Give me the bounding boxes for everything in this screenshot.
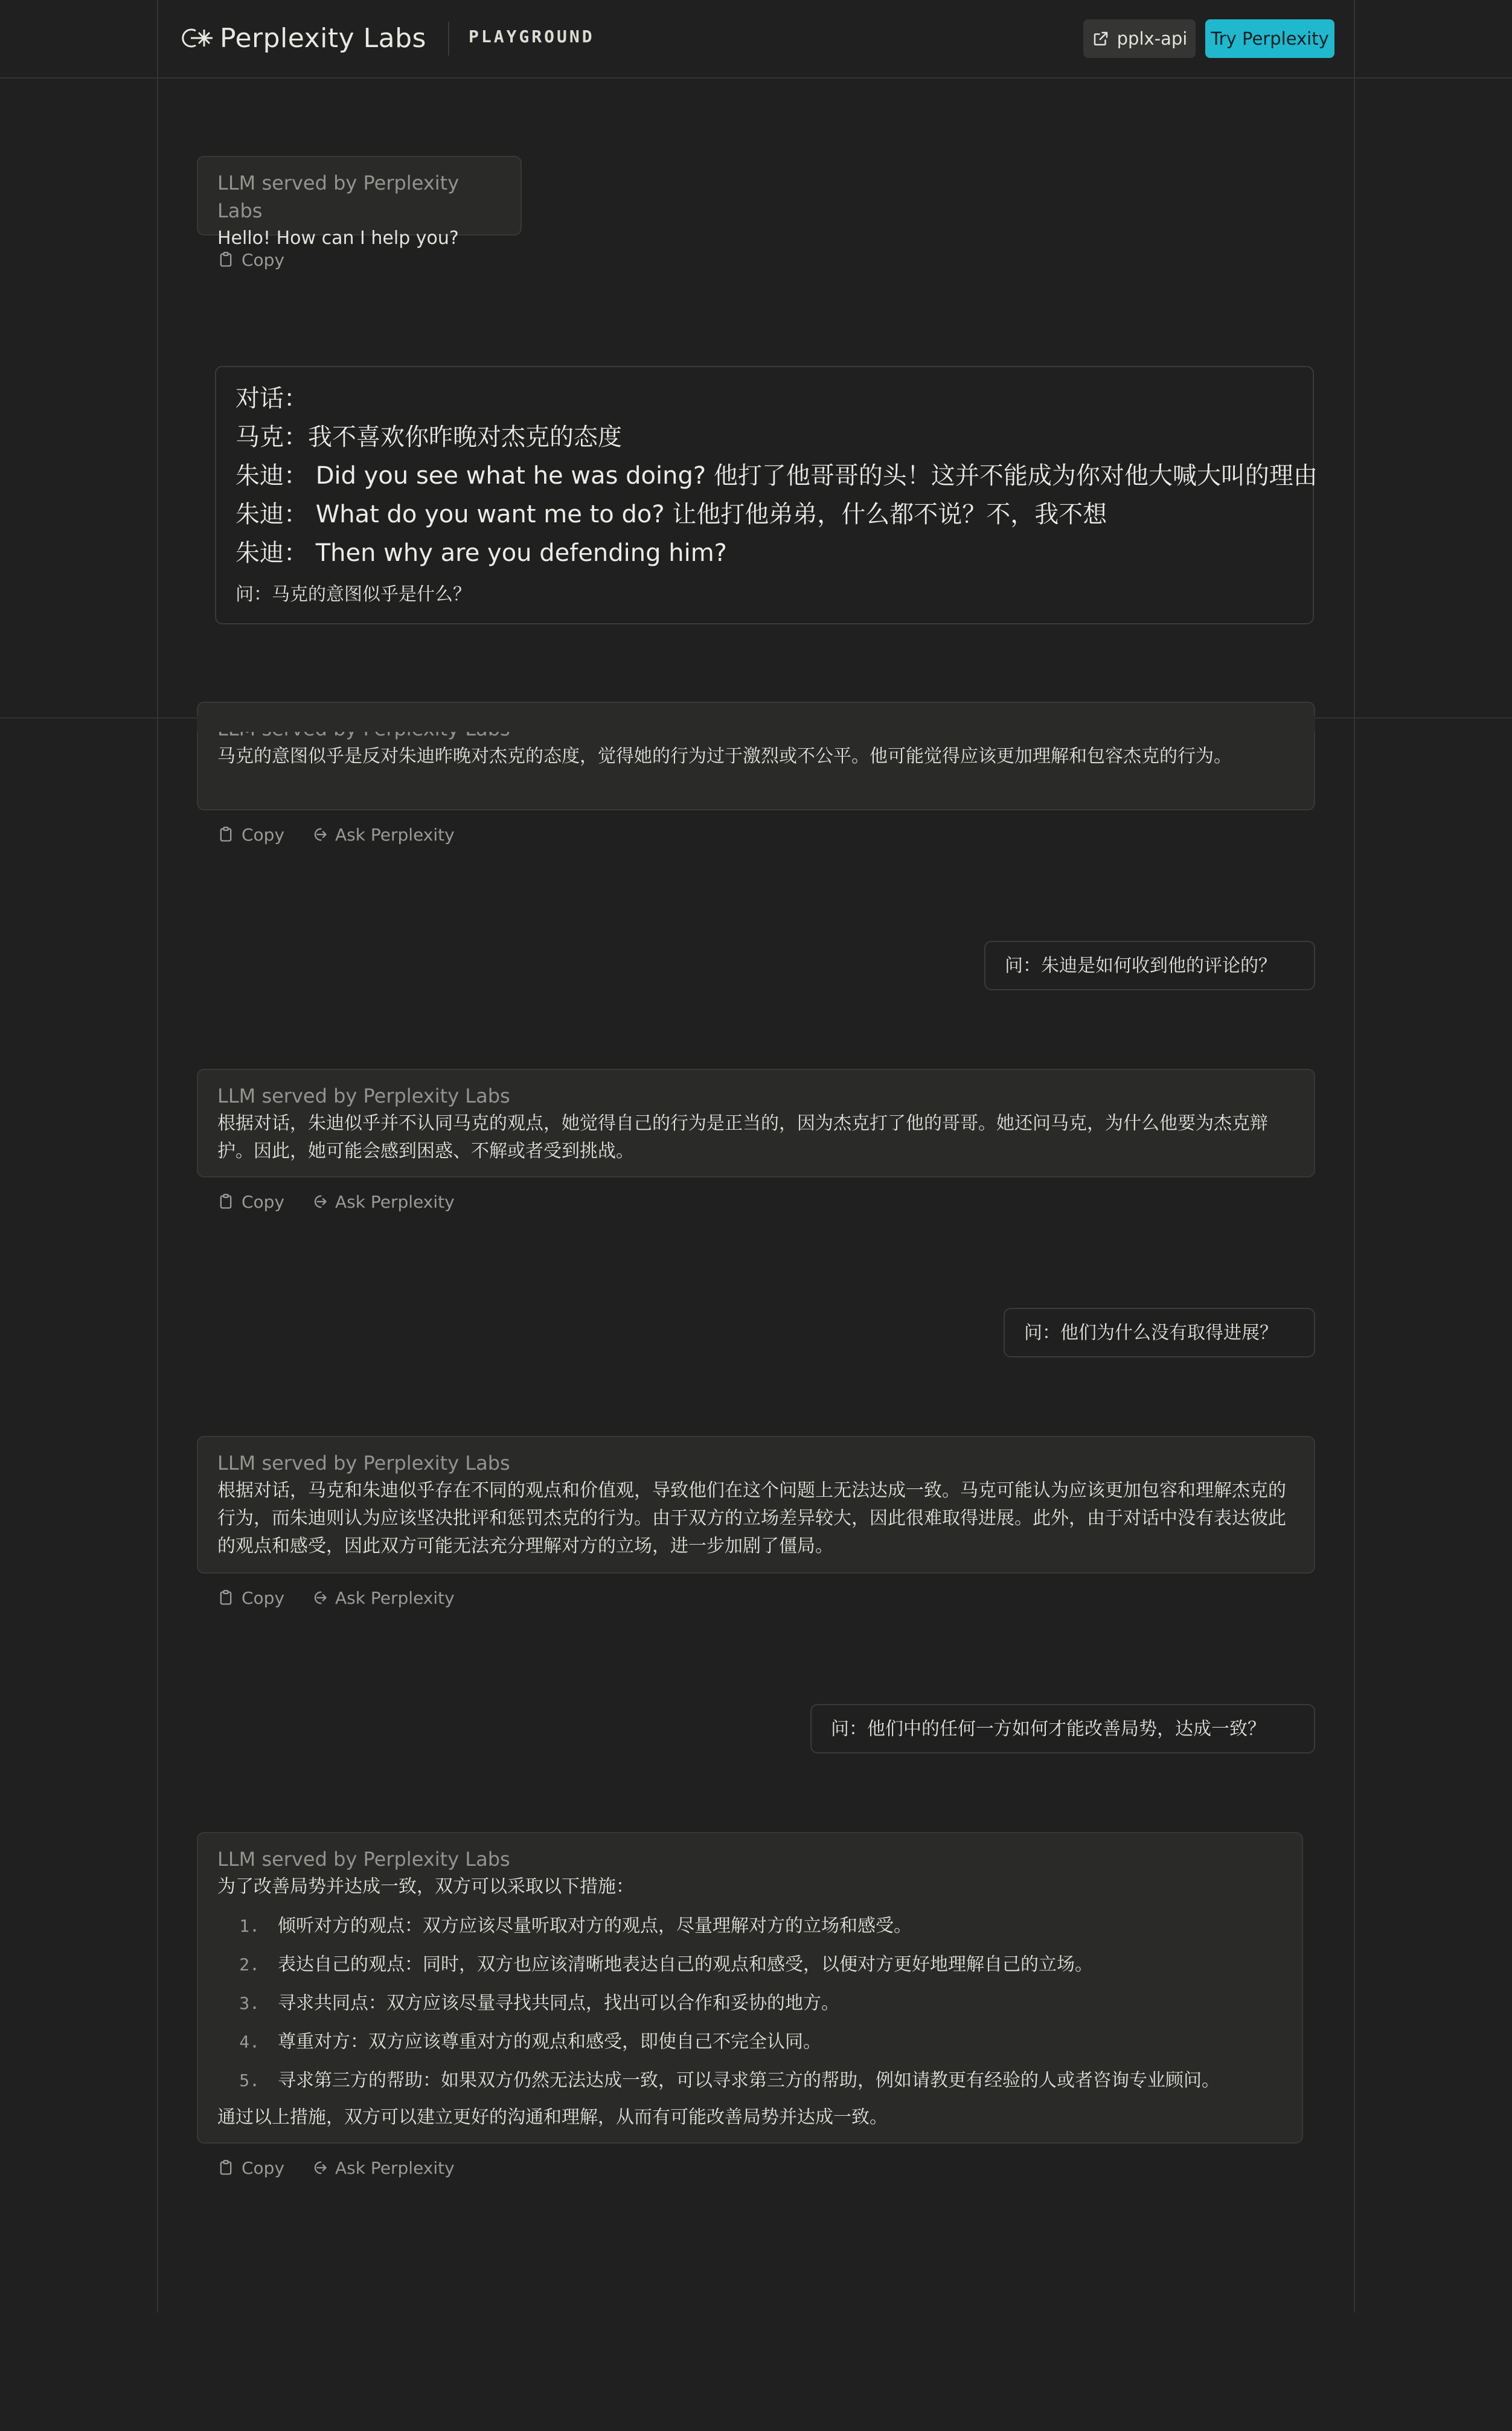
user-message-question-2: 问：朱迪是如何收到他的评论的？	[984, 941, 1315, 990]
copy-button[interactable]	[217, 825, 284, 845]
ask-perplexity-button[interactable]	[311, 1192, 455, 1212]
ask-perplexity-label: Ask Perplexity	[335, 1191, 455, 1212]
scroll-overlap-cover	[197, 702, 1315, 732]
list-item	[217, 1946, 1283, 1984]
message-actions-greeting	[217, 248, 311, 272]
bot-message-answer-2	[197, 1069, 1315, 1177]
clipboard-icon	[217, 251, 234, 268]
copy-label: Copy	[242, 1587, 285, 1608]
section-title: PLAYGROUND	[469, 27, 595, 46]
copy-label: Copy	[242, 824, 285, 845]
dialogue-line: 对话：	[235, 385, 308, 412]
bot-message-greeting	[197, 156, 522, 249]
copy-button[interactable]	[217, 1588, 284, 1608]
share-arrow-icon	[311, 1589, 328, 1606]
message-actions-answer-2	[217, 1190, 481, 1214]
list-text: 尊重对方：双方应该尊重对方的观点和感受，即使自己不完全认同。	[278, 2031, 821, 2052]
list-text: 倾听对方的观点：双方应该尽量听取对方的观点，尽量理解对方的立场和感受。	[278, 1915, 912, 1936]
list-number: 3.	[239, 1993, 260, 2013]
share-arrow-icon	[311, 2159, 328, 2176]
dialogue-line: 朱迪： Then why are you defending him?	[235, 539, 727, 567]
pplx-api-label: pplx-api	[1116, 28, 1188, 49]
user-message-question-4: 问：他们中的任何一方如何才能改善局势，达成一致？	[810, 1704, 1315, 1754]
bot-label: LLM served by Perplexity Labs	[217, 1452, 510, 1475]
message-actions-answer-1	[217, 822, 481, 847]
bot-message-answer-3	[197, 1436, 1315, 1574]
list-number: 5.	[239, 2071, 260, 2090]
copy-label: Copy	[242, 249, 285, 270]
clipboard-icon	[217, 2159, 234, 2176]
copy-button[interactable]	[217, 1192, 284, 1212]
bot-text: 马克的意图似乎是反对朱迪昨晚对杰克的态度，觉得她的行为过于激烈或不公平。他可能觉得应该更加理解和包容杰克的行为。	[217, 746, 1232, 767]
bot-text: Hello! How can I help you?	[217, 228, 459, 249]
answer-outro: 通过以上措施，双方可以建立更好的沟通和理解，从而有可能改善局势并达成一致。	[217, 2107, 888, 2128]
message-actions-answer-3	[217, 1586, 481, 1610]
list-item	[217, 1907, 1283, 1946]
list-number: 4.	[239, 2032, 260, 2052]
pplx-api-button[interactable]	[1083, 19, 1196, 58]
ask-perplexity-label: Ask Perplexity	[335, 824, 455, 845]
dialogue-line: 朱迪： Did you see what he was doing? 他打了他哥哥的头！这并不能成为你对他大喊大叫的理由	[235, 462, 1318, 490]
list-item	[217, 2023, 1283, 2061]
ask-perplexity-button[interactable]	[311, 825, 455, 845]
bot-message-answer-4	[197, 1832, 1303, 2144]
clipboard-icon	[217, 1589, 234, 1606]
ask-perplexity-button[interactable]	[311, 1588, 455, 1608]
list-item	[217, 2061, 1283, 2100]
dialogue-line: 马克：我不喜欢你昨晚对杰克的态度	[235, 423, 622, 451]
list-item	[217, 1984, 1283, 2023]
copy-label: Copy	[242, 1191, 285, 1212]
answer-list	[217, 1907, 1283, 2100]
logo-text: Perplexity Labs	[220, 22, 426, 54]
list-text: 表达自己的观点：同时，双方也应该清晰地表达自己的观点和感受，以便对方更好地理解自己的立场。	[278, 1954, 1093, 1975]
share-arrow-icon	[311, 826, 328, 843]
left-border-line	[157, 0, 158, 2313]
bot-label: LLM served by Perplexity Labs	[217, 1848, 510, 1871]
bot-label: LLM served by Perplexity Labs	[217, 1084, 510, 1107]
user-message-question-3: 问：他们为什么没有取得进展？	[1004, 1308, 1315, 1357]
clipboard-icon	[217, 1193, 234, 1210]
header-separator	[448, 22, 449, 56]
message-actions-answer-4	[217, 2156, 481, 2180]
right-border-line	[1354, 0, 1355, 2313]
try-perplexity-button[interactable]: Try Perplexity	[1205, 19, 1334, 58]
answer-intro: 为了改善局势并达成一致，双方可以采取以下措施：	[217, 1876, 634, 1897]
clipboard-icon	[217, 826, 234, 843]
ask-perplexity-button[interactable]	[311, 2158, 455, 2178]
dialogue-line: 朱迪： What do you want me to do? 让他打他弟弟，什么都不说？不，我不想	[235, 501, 1107, 528]
share-arrow-icon	[311, 1193, 328, 1210]
user-message-dialogue	[215, 366, 1318, 624]
list-text: 寻求共同点：双方应该尽量寻找共同点，找出可以合作和妥协的地方。	[278, 1993, 839, 2014]
copy-button[interactable]	[217, 2158, 284, 2178]
ask-perplexity-label: Ask Perplexity	[335, 2157, 455, 2178]
dialogue-question: 问：马克的意图似乎是什么？	[235, 584, 471, 605]
copy-label: Copy	[242, 2157, 285, 2178]
copy-button[interactable]	[217, 250, 284, 270]
list-number: 1.	[239, 1916, 260, 1936]
ask-perplexity-label: Ask Perplexity	[335, 1587, 455, 1608]
top-header	[0, 0, 1512, 77]
bot-label: LLM served by Perplexity Labs	[217, 171, 460, 222]
external-link-icon	[1092, 30, 1110, 48]
list-text: 寻求第三方的帮助：如果双方仍然无法达成一致，可以寻求第三方的帮助，例如请教更有经验的人或者咨询专业顾问。	[278, 2070, 1220, 2091]
bot-text: 根据对话，朱迪似乎并不认同马克的观点，她觉得自己的行为是正当的，因为杰克打了他的哥哥。她还问马克，为什么他要为杰克辩护。因此，她可能会感到困惑、不解或者受到挑战。	[217, 1113, 1268, 1162]
list-number: 2.	[239, 1955, 260, 1975]
header-divider	[0, 77, 1512, 78]
logo[interactable]	[178, 18, 426, 58]
perplexity-logo-icon	[178, 26, 215, 50]
bot-text: 根据对话，马克和朱迪似乎存在不同的观点和价值观，导致他们在这个问题上无法达成一致。马克可能认为应该更加包容和理解杰克的行为，而朱迪则认为应该坚决批评和惩罚杰克的行为。由于双方的立场差异较大，因此很难取得进展。此外，由于对话中没有表达彼此的观点和感受，因此双方可能无法充分理解对方的立场，进一步加剧了僵局。	[217, 1480, 1286, 1557]
